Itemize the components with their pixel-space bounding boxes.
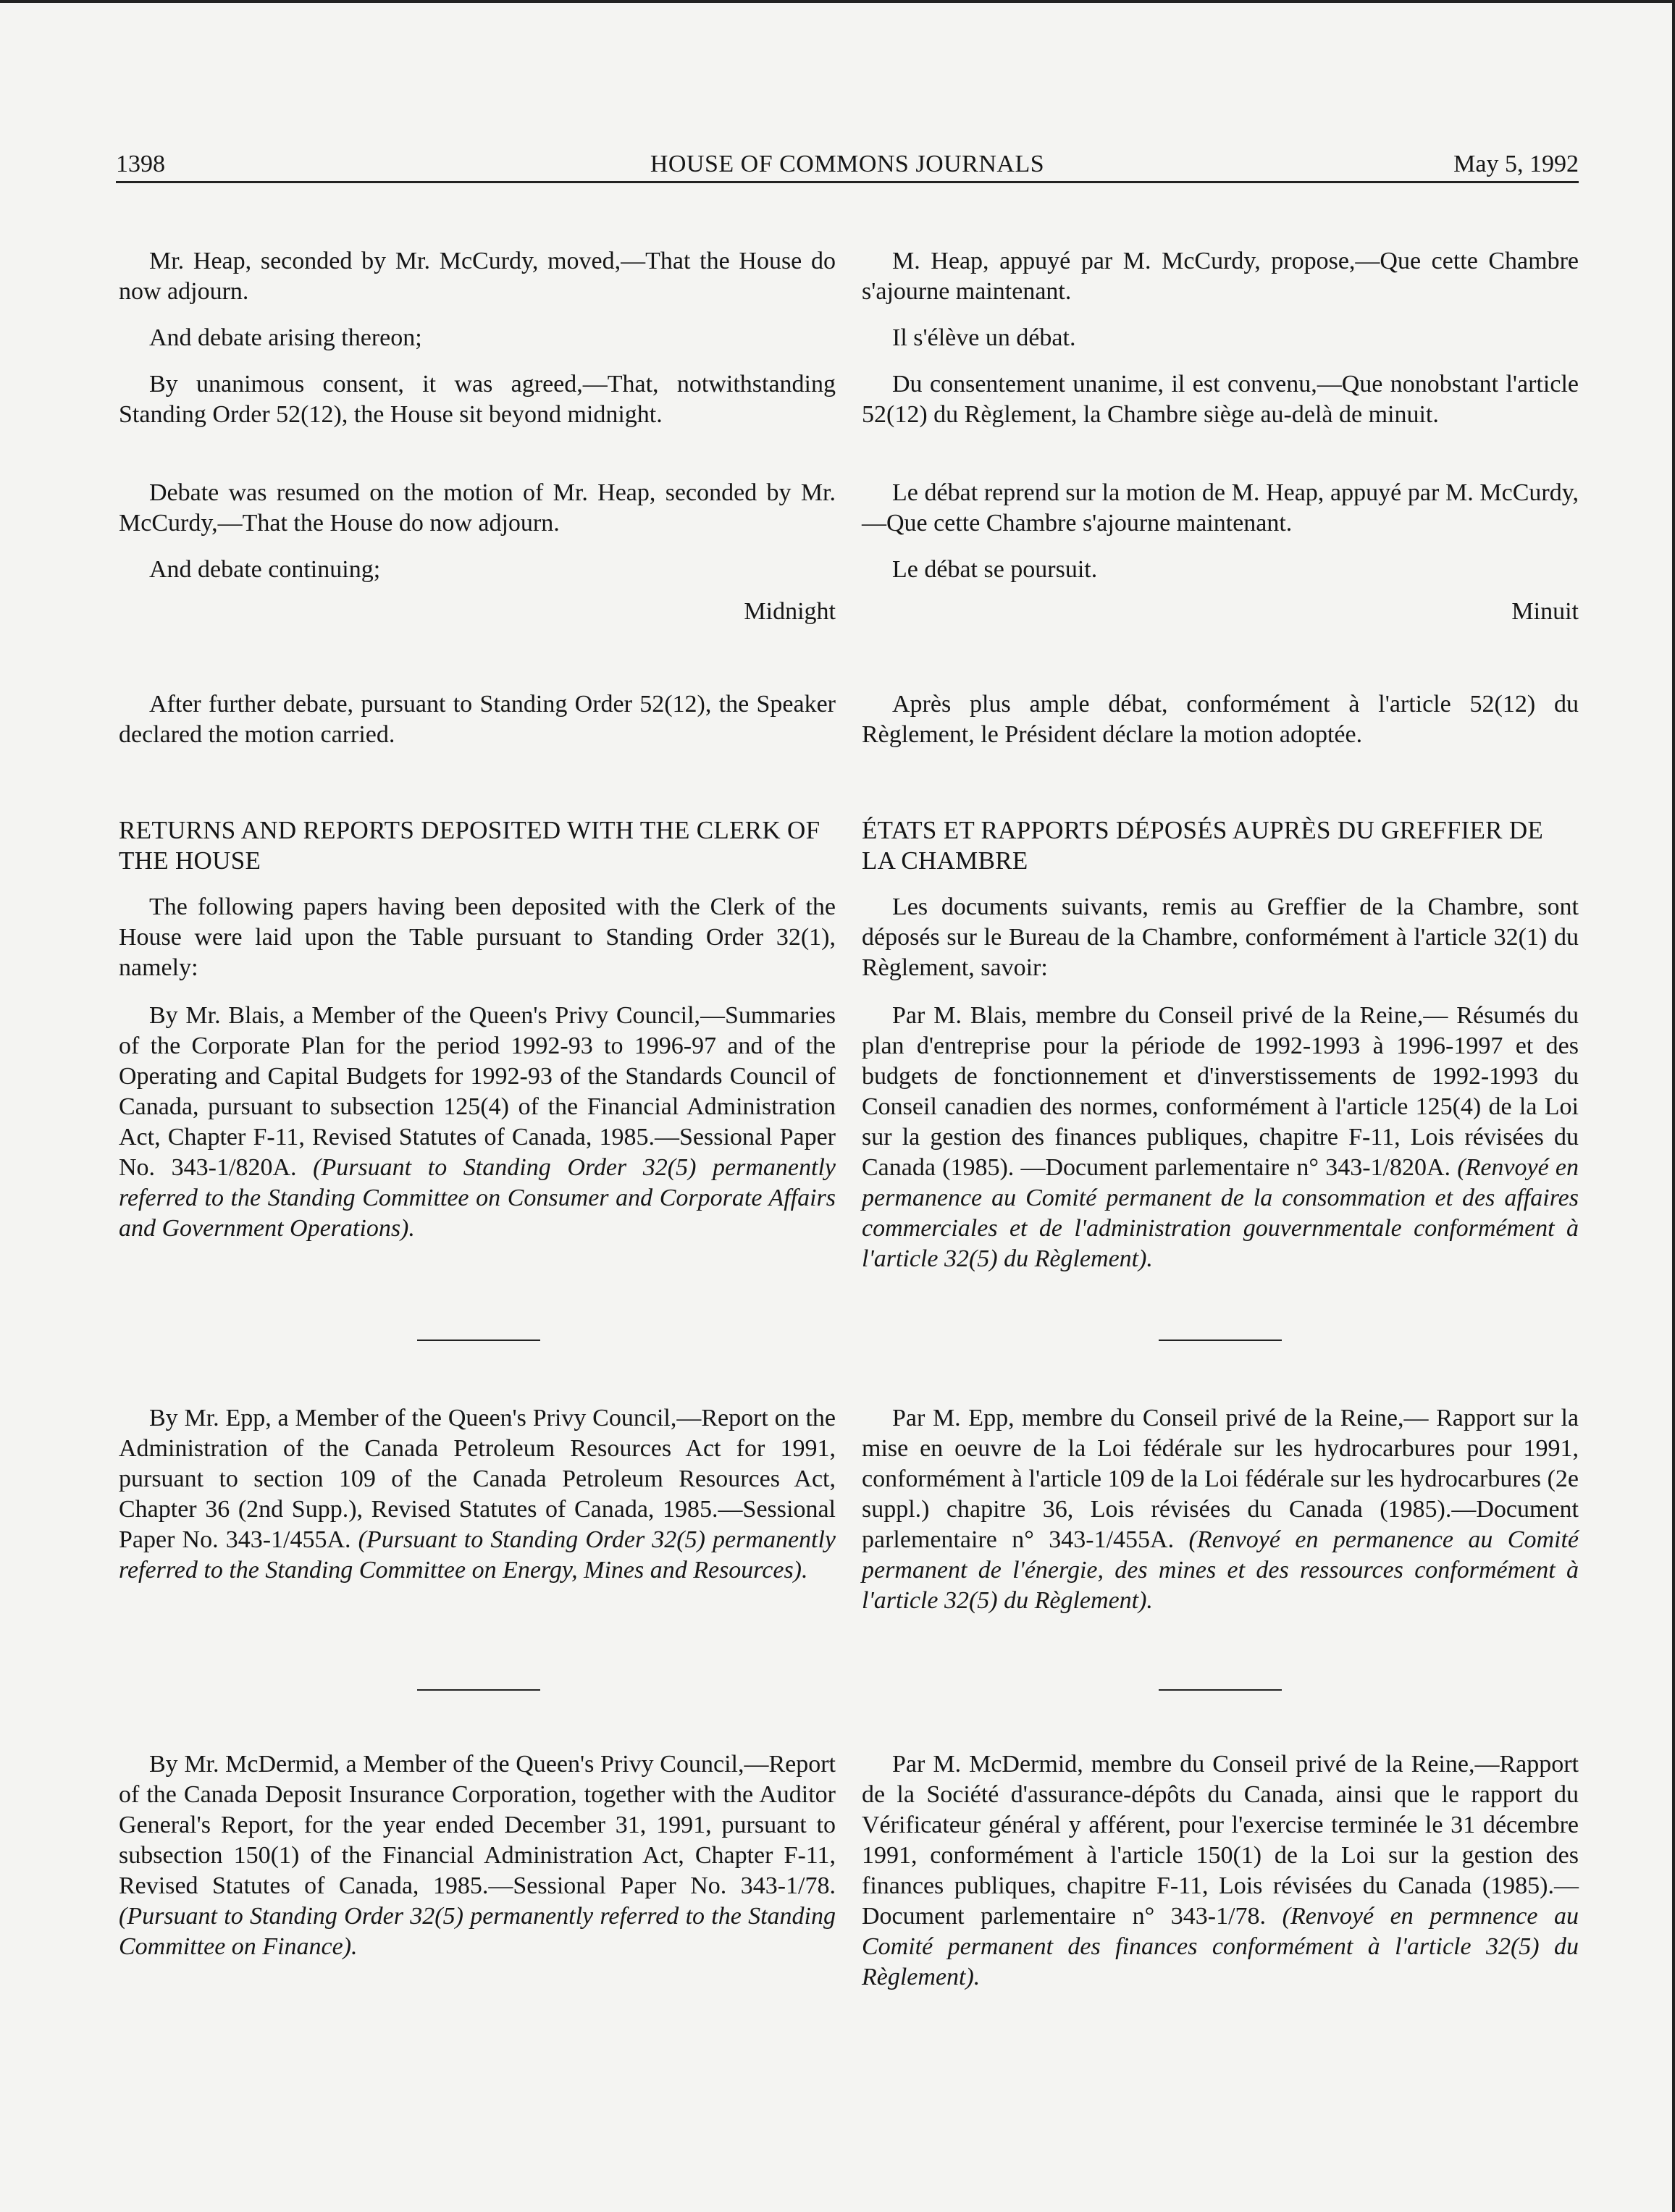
fr-paragraph-motion: M. Heap, appuyé par M. McCurdy, propose,—Que cette Chambre s'ajourne maintenant. [862,248,1579,305]
fr-paragraph-papers-intro: Les documents suivants, remis au Greffier de la Chambre, sont déposés sur le Bureau de la Chambre, conformément à l'article 32(1) du Règlement, savoir: [862,893,1579,981]
fr-blais-referral: (Renvoyé en permanence au Comité permanent de la consommation et des affaires commerciales et de l'administration gouvernmentale conformément à l'article 32(5) du Règlement). [862,1154,1579,1272]
en-section-heading: RETURNS AND REPORTS DEPOSITED WITH THE CLERK OF THE HOUSE [119,816,820,875]
en-time-label: Midnight [744,598,836,625]
fr-blais-text: Par M. Blais, membre du Conseil privé de la Reine,— Résumés du plan d'entreprise pour la période de 1992-1993 à 1996-1997 et des budgets de fonctionnement et d'inverstissements de 1992-1993 du Conseil canadien des normes, conformément à l'article 125(4) de la Loi sur la gestion des finances publiques, chapitre F-11, Lois révisées du Canada (1985). —Document parlementaire n° 343-1/820A. [862,1002,1579,1181]
fr-epp-referral: (Renvoyé en permanence au Comité permanent de l'énergie, des mines et des ressources conformément à l'article 32(5) du Règlement). [862,1526,1579,1614]
en-paragraph-motion-carried: After further debate, pursuant to Standing Order 52(12), the Speaker declared the motion carried. [119,691,836,748]
en-paragraph-unanimous-consent: By unanimous consent, it was agreed,—That, notwithstanding Standing Order 52(12), the House sit beyond midnight. [119,371,836,428]
en-paragraph-epp [119,1403,836,1586]
en-mcdermid-text: By Mr. McDermid, a Member of the Queen's Privy Council,—Report of the Canada Deposit Insurance Corporation, together with the Auditor General's Report, for the year ended December 31, 1991, pursuant to subsection 150(1) of the Financial Administration Act, Chapter F-11, Revised Statutes of Canada, 1985.—Sessional Paper No. 343-1/78. [119,1751,836,1899]
fr-paragraph-debate-resumed: Le débat reprend sur la motion de M. Heap, appuyé par M. McCurdy,—Que cette Chambre s'ajourne maintenant. [862,479,1579,537]
fr-separator-2 [1159,1689,1282,1691]
en-paragraph-mcdermid [119,1749,836,1962]
fr-mcdermid-text: Par M. McDermid, membre du Conseil privé de la Reine,—Rapport de la Société d'assurance-dépôts du Canada, ainsi que le rapport du Vérificateur général y afférent, pour l'exercise terminée le 31 décembre 1991, conformément à l'article 150(1) de la Loi sur la gestion des finances publiques, chapitre F-11, Lois révisées du Canada (1985).—Document parlementaire n° 343-1/78. [862,1751,1579,1930]
en-blais-referral: (Pursuant to Standing Order 32(5) permanently referred to the Standing Committee on Consumer and Corporate Affairs and Government Operations). [119,1154,836,1242]
fr-paragraph-debate-arising: Il s'élève un débat. [892,324,1076,351]
page-header [116,145,1579,183]
fr-paragraph-mcdermid [862,1749,1579,1993]
fr-section-heading: ÉTATS ET RAPPORTS DÉPOSÉS AUPRÈS DU GREFFIER DE LA CHAMBRE [862,816,1544,875]
en-paragraph-debate-resumed: Debate was resumed on the motion of Mr. Heap, seconded by Mr. McCurdy,—That the House do now adjourn. [119,479,836,537]
en-epp-text: By Mr. Epp, a Member of the Queen's Privy Council,—Report on the Administration of the Canada Petroleum Resources Act for 1991, pursuant to section 109 of the Canada Petroleum Resources Act, Chapter 36 (2nd Supp.), Revised Statutes of Canada, 1985.—Sessional Paper No. 343-1/455A. [119,1405,836,1553]
journal-title: HOUSE OF COMMONS JOURNALS [650,151,1045,177]
en-paragraph-papers-intro: The following papers having been deposited with the Clerk of the House were laid upon the Table pursuant to Standing Order 32(1), namely: [119,893,836,981]
en-separator-1 [417,1340,540,1341]
scan-border-top [0,0,1675,3]
fr-time-label: Minuit [1511,598,1579,625]
fr-paragraph-unanimous-consent: Du consentement unanime, il est convenu,—Que nonobstant l'article 52(12) du Règlement, la Chambre siège au-delà de minuit. [862,371,1579,428]
fr-paragraph-blais [862,1001,1579,1274]
en-paragraph-blais [119,1001,836,1244]
page-number: 1398 [116,151,165,177]
fr-separator-1 [1159,1340,1282,1341]
en-paragraph-debate-arising: And debate arising thereon; [149,324,422,351]
fr-paragraph-epp [862,1403,1579,1616]
scan-border-right [1672,0,1675,2212]
en-blais-text: By Mr. Blais, a Member of the Queen's Privy Council,—Summaries of the Corporate Plan for the period 1992-93 to 1996-97 and of the Operating and Capital Budgets for 1992-93 of the Standards Council of Canada, pursuant to subsection 125(4) of the Financial Administration Act, Chapter F-11, Revised Statutes of Canada, 1985.—Sessional Paper No. 343-1/820A. [119,1002,836,1181]
fr-paragraph-debate-continuing: Le débat se poursuit. [892,556,1098,583]
fr-epp-text: Par M. Epp, membre du Conseil privé de la Reine,— Rapport sur la mise en oeuvre de la Loi fédérale sur les hydrocarbures pour 1991, conformément à l'article 109 de la Loi fédérale sur les hydrocarbures (2e suppl.) chapitre 36, Lois révisées du Canada (1985).—Document parlementaire n° 343-1/455A. [862,1405,1579,1553]
en-paragraph-motion: Mr. Heap, seconded by Mr. McCurdy, moved,—That the House do now adjourn. [119,248,836,305]
fr-mcdermid-referral: (Renvoyé en permnence au Comité permanent des finances conformément à l'article 32(5) du Règlement). [862,1903,1579,1990]
fr-paragraph-motion-carried: Après plus ample débat, conformément à l'article 52(12) du Règlement, le Président déclare la motion adoptée. [862,691,1579,748]
page-date: May 5, 1992 [1453,151,1579,177]
en-mcdermid-referral: (Pursuant to Standing Order 32(5) permanently referred to the Standing Committee on Finance). [119,1903,836,1960]
en-paragraph-debate-continuing: And debate continuing; [149,556,381,583]
en-separator-2 [417,1689,540,1691]
en-epp-referral: (Pursuant to Standing Order 32(5) permanently referred to the Standing Committee on Energy, Mines and Resources). [119,1526,836,1584]
